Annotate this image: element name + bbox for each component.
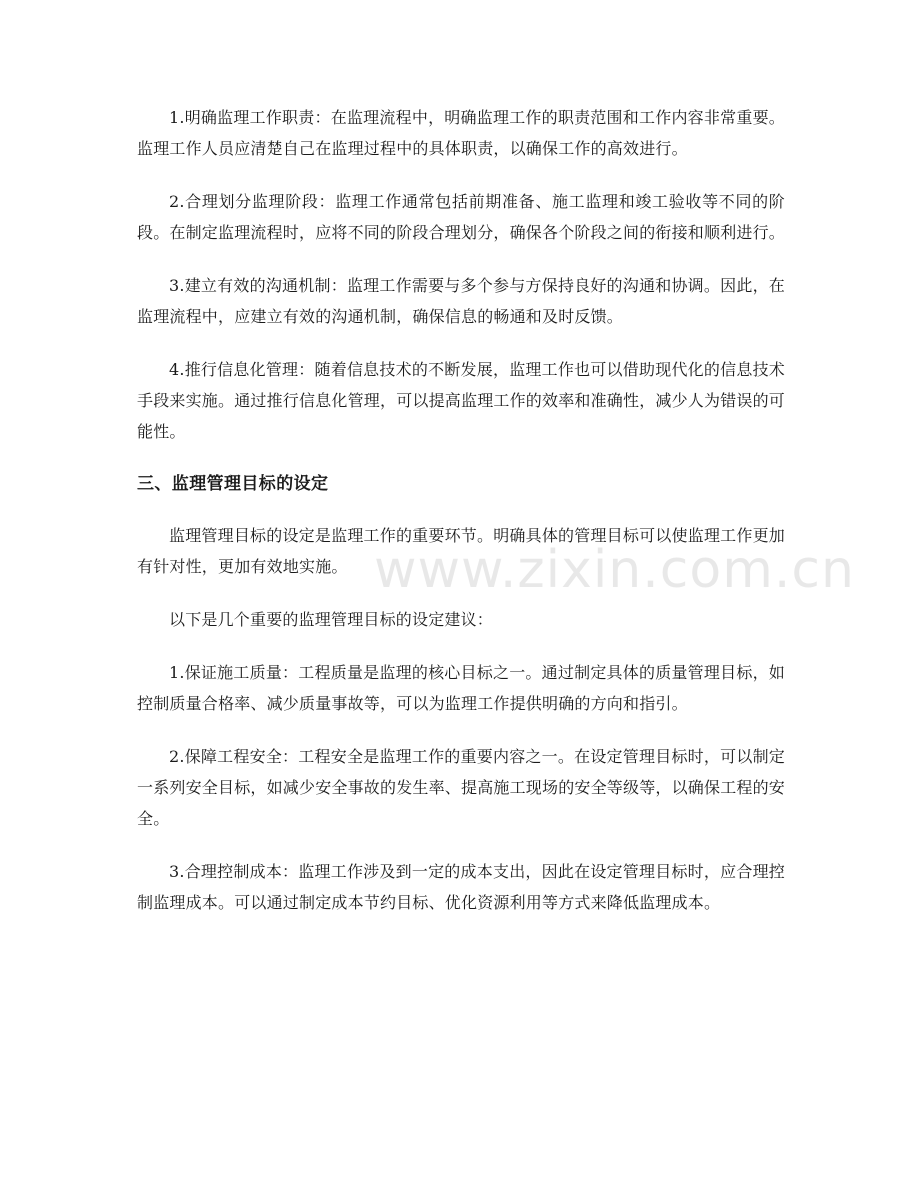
document-body xyxy=(137,102,785,940)
paragraph-responsibilities: 1.明确监理工作职责：在监理流程中，明确监理工作的职责范围和工作内容非常重要。监理工作人员应清楚自己在监理过程中的具体职责，以确保工作的高效进行。 xyxy=(137,108,785,158)
section-heading: 三、监理管理目标的设定 xyxy=(137,474,329,494)
paragraph-cost: 3.合理控制成本：监理工作涉及到一定的成本支出，因此在设定管理目标时，应合理控制监理成本。可以通过制定成本节约目标、优化资源利用等方式来降低监理成本。 xyxy=(137,862,785,912)
paragraph-informatization: 4.推行信息化管理：随着信息技术的不断发展，监理工作也可以借助现代化的信息技术手段来实施。通过推行信息化管理，可以提高监理工作的效率和准确性，减少人为错误的可能性。 xyxy=(137,360,786,441)
paragraph-stages: 2.合理划分监理阶段：监理工作通常包括前期准备、施工监理和竣工验收等不同的阶段。在制定监理流程时，应将不同的阶段合理划分，确保各个阶段之间的衔接和顺利进行。 xyxy=(137,192,786,242)
paragraph-suggestions-lead: 以下是几个重要的监理管理目标的设定建议： xyxy=(169,610,494,629)
watermark-text: www.zixin.com.cn xyxy=(374,540,855,600)
paragraph-quality: 1.保证施工质量：工程质量是监理的核心目标之一。通过制定具体的质量管理目标，如控制质量合格率、减少质量事故等，可以为监理工作提供明确的方向和指引。 xyxy=(137,663,785,713)
paragraph-goal-intro: 监理管理目标的设定是监理工作的重要环节。明确具体的管理目标可以使监理工作更加有针对性，更加有效地实施。 xyxy=(137,526,785,576)
paragraph-safety: 2.保障工程安全：工程安全是监理工作的重要内容之一。在设定管理目标时，可以制定一系列安全目标，如减少安全事故的发生率、提高施工现场的安全等级等，以确保工程的安全。 xyxy=(137,747,786,828)
paragraph-communication: 3.建立有效的沟通机制：监理工作需要与多个参与方保持良好的沟通和协调。因此，在监理流程中，应建立有效的沟通机制，确保信息的畅通和及时反馈。 xyxy=(137,276,785,326)
